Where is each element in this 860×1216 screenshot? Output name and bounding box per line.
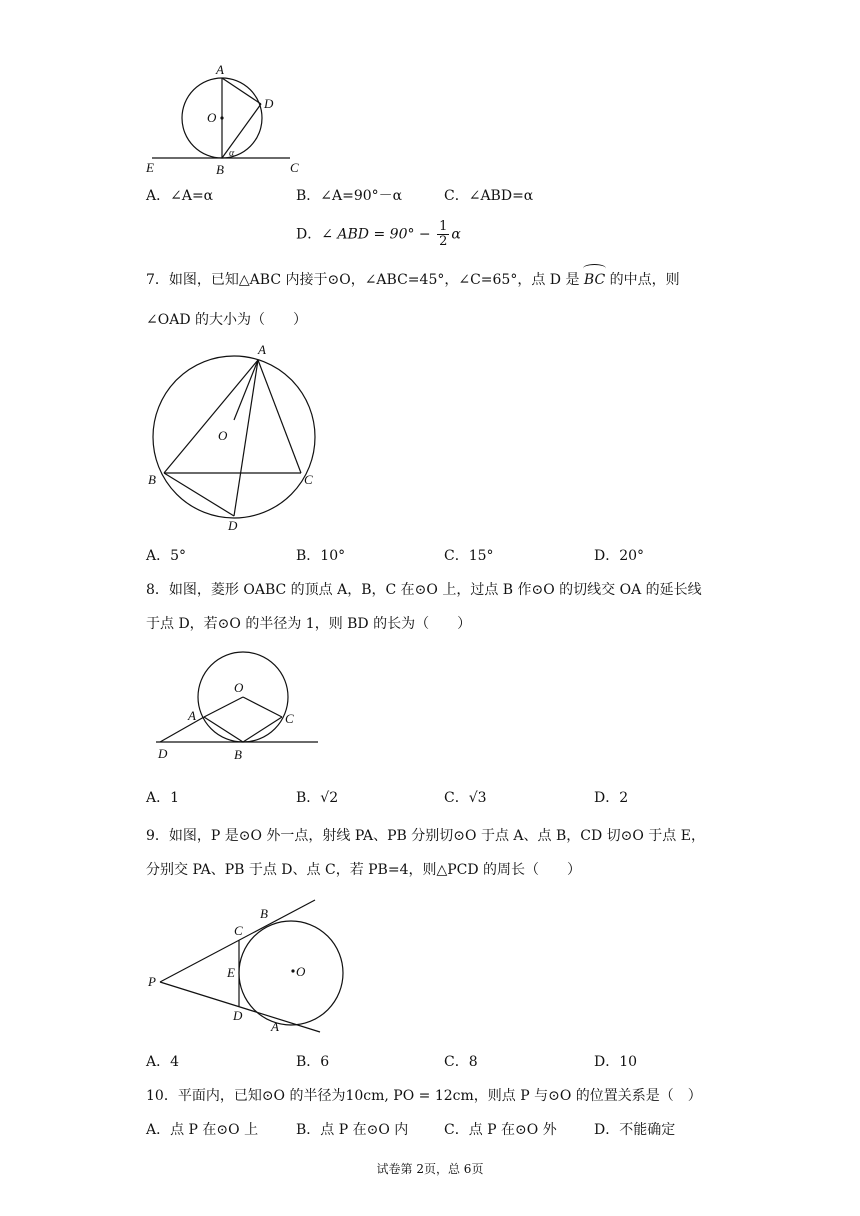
q8-label-c: C (285, 711, 294, 726)
q10-option-b: B．点 P 在⊙O 内 (296, 1122, 409, 1138)
q9-line2: 分别交 PA、PB 于点 D、点 C，若 PB=4，则△PCD 的周长（ ） (146, 862, 582, 878)
q9-label-o: O (296, 964, 306, 979)
q9-option-c: C．8 (444, 1054, 478, 1070)
q10-line1: 10．平面内，已知⊙O 的半径为10cm, PO = 12cm，则点 P 与⊙O 的位置关系是（ ） (146, 1088, 702, 1104)
q7-label-b: B (148, 472, 156, 487)
q9-option-a: A．4 (146, 1054, 180, 1070)
q6-option-d-formula: ABD = 90° − (337, 226, 431, 243)
q8-label-a: A (188, 708, 196, 723)
q7-label-c: C (304, 472, 313, 487)
q9-option-d: D．10 (594, 1054, 638, 1070)
q9-label-a: A (271, 1019, 279, 1034)
q9-label-b: B (260, 906, 268, 921)
q8-option-d: D．2 (594, 790, 629, 806)
q8-option-b: B．√2 (296, 790, 339, 806)
q8-label-o: O (234, 680, 244, 695)
q7-label-a: A (258, 342, 266, 357)
q6-option-b: B．∠A=90°－α (296, 188, 403, 204)
q9-label-e: E (227, 965, 235, 980)
q7-line1-a: 7．如图，已知△ABC 内接于⊙O，∠ABC=45°，∠C=65°，点 D 是 (146, 272, 580, 288)
q8-option-c: C．√3 (444, 790, 487, 806)
q7-line1-b: 的中点，则 (609, 272, 680, 288)
q6-option-d (296, 220, 461, 249)
q6-label-a: A (216, 62, 224, 77)
q6-label-c: C (290, 160, 299, 175)
q6-figure (140, 60, 310, 180)
q6-label-b: B (216, 162, 224, 177)
q9-line1: 9．如图，P 是⊙O 外一点，射线 PA、PB 分别切⊙O 于点 A、点 B，CD 切⊙O 于点 E， (146, 828, 705, 844)
q6-option-d-fraction (437, 220, 449, 249)
q9-option-b: B．6 (296, 1054, 330, 1070)
q9-figure (140, 896, 360, 1046)
q6-option-d-prefix: D．∠ (296, 226, 338, 243)
q6-label-e: E (146, 160, 154, 175)
q8-option-a: A．1 (146, 790, 180, 806)
q7-option-d: D．20° (594, 548, 645, 564)
page-footer: 试卷第 2页，总 6页 (376, 1162, 484, 1176)
q6-frac-num: 1 (439, 219, 448, 234)
q7-figure (140, 338, 330, 538)
q8-label-d: D (158, 746, 168, 761)
q6-label-o: O (207, 110, 217, 125)
q9-label-c: C (234, 923, 243, 938)
q6-frac-den: 2 (439, 234, 448, 249)
q7-option-c: C．15° (444, 548, 494, 564)
q7-line2: ∠OAD 的大小为（ ） (146, 312, 307, 328)
q10-option-c: C．点 P 在⊙O 外 (444, 1122, 557, 1138)
q7-option-a: A．5° (146, 548, 187, 564)
q9-label-p: P (148, 974, 156, 989)
q8-figure (150, 642, 325, 767)
q7-label-o: O (218, 428, 228, 443)
q6-option-c: C．∠ABD=α (444, 188, 534, 204)
q6-option-d-alpha: α (451, 226, 461, 243)
q8-label-b: B (234, 747, 242, 762)
q10-option-d: D．不能确定 (594, 1122, 676, 1138)
q8-line1: 8．如图，菱形 OABC 的顶点 A，B，C 在⊙O 上，过点 B 作⊙O 的切线交 OA 的延长线 (146, 582, 702, 598)
q10-option-a: A．点 P 在⊙O 上 (146, 1122, 259, 1138)
q6-label-alpha: α (229, 148, 235, 159)
q7-option-b: B．10° (296, 548, 346, 564)
q6-label-d: D (264, 96, 274, 111)
q7-line1 (146, 270, 680, 290)
q7-arc-bc: BC (583, 272, 606, 288)
q6-option-a: A．∠A=α (146, 188, 214, 204)
q9-label-d: D (233, 1008, 243, 1023)
q7-label-d: D (228, 518, 238, 533)
q8-line2: 于点 D，若⊙O 的半径为 1，则 BD 的长为（ ） (146, 616, 472, 632)
